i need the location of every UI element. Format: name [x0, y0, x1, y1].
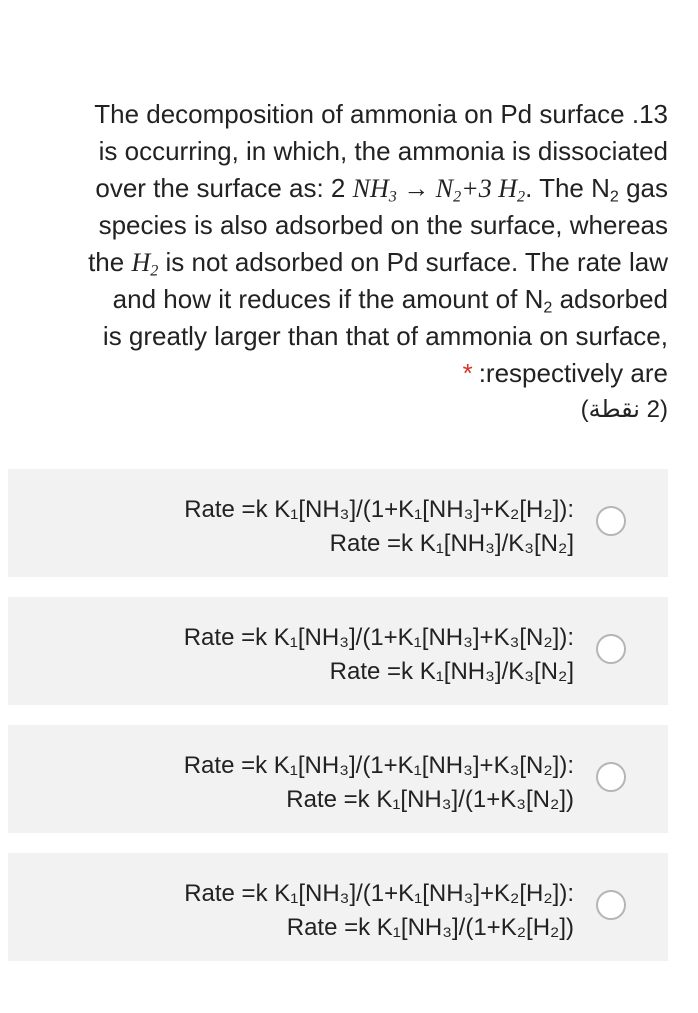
- answer-option-3[interactable]: [8, 725, 668, 833]
- radio-unchecked-icon[interactable]: [596, 634, 626, 664]
- question-line: and how it reduces if the amount of $N_2$ adsorbed: [112, 284, 668, 317]
- question-line: over the surface as: 2 $NH_3 \to N_2+3$ $H_2$. The $N_2$ gas: [95, 173, 668, 206]
- answer-option-2[interactable]: [8, 597, 668, 705]
- question-line: * :respectively are: [462, 358, 668, 388]
- option-label: Rate =k K₁[NH₃]/(1+K₁[NH₃]+K₃[N₂]): Rate =k K₁[NH₃]/(1+K₃[N₂]): [183, 752, 574, 813]
- option-label: Rate =k K₁[NH₃]/(1+K₁[NH₃]+K₃[N₂]): Rate =k K₁[NH₃]/K₃[N₂]: [183, 624, 574, 685]
- question-line: the $H_2$ is not adsorbed on Pd surface. The rate law: [88, 247, 668, 280]
- answer-option-1[interactable]: [8, 469, 668, 577]
- option-label: Rate =k K₁[NH₃]/(1+K₁[NH₃]+K₂[H₂]): Rate =k K₁[NH₃]/(1+K₂[H₂]): [184, 880, 574, 941]
- radio-unchecked-icon[interactable]: [596, 762, 626, 792]
- question-text: [20, 96, 668, 428]
- reaction-equation: $NH_3 \to N_2+3$ $H_2$: [352, 174, 526, 206]
- option-label: Rate =k K₁[NH₃]/(1+K₁[NH₃]+K₂[H₂]): Rate =k K₁[NH₃]/K₃[N₂]: [184, 496, 574, 557]
- radio-unchecked-icon[interactable]: [596, 890, 626, 920]
- points-label: (2 نقطة): [580, 396, 668, 423]
- required-asterisk: *: [462, 358, 473, 388]
- radio-unchecked-icon[interactable]: [596, 506, 626, 536]
- question-line: is greatly larger than that of ammonia on surface,: [102, 321, 668, 351]
- question-line: is occurring, in which, the ammonia is dissociated: [98, 136, 668, 166]
- question-line: The decomposition of ammonia on Pd surface .13: [94, 99, 668, 129]
- question-line: species is also adsorbed on the surface, whereas: [98, 210, 668, 240]
- answer-option-4[interactable]: [8, 853, 668, 961]
